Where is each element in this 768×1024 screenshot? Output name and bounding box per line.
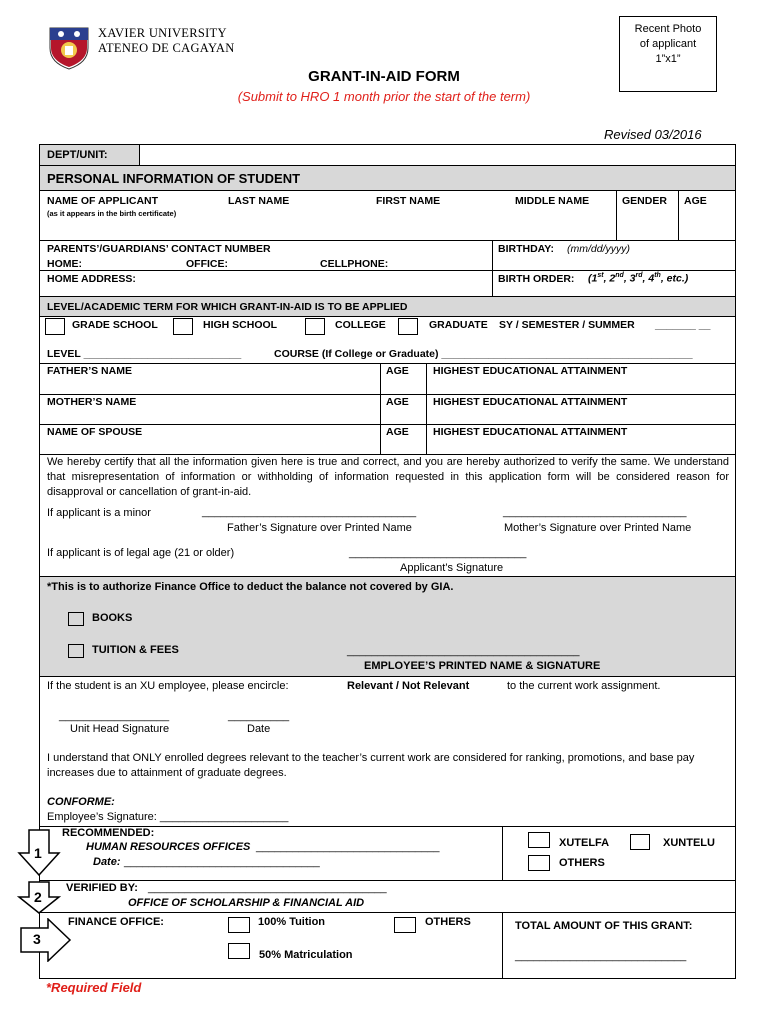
mother-age-label: AGE xyxy=(386,396,409,408)
employee-signature-label: EMPLOYEE’S PRINTED NAME & SIGNATURE xyxy=(364,660,601,672)
name-note: (as it appears in the birth certificate) xyxy=(47,209,177,218)
applicant-signature-line[interactable]: _____________________________ xyxy=(349,547,527,559)
home-address-label: HOME ADDRESS: xyxy=(47,273,136,285)
photo-line2: of applicant xyxy=(639,38,697,50)
college-label: COLLEGE xyxy=(335,319,386,331)
graduate-label: GRADUATE xyxy=(429,319,488,331)
employee-signature-field[interactable]: Employee’s Signature: _____________________ xyxy=(47,811,289,823)
others-label-finance: OTHERS xyxy=(425,916,471,928)
xutelfa-label: XUTELFA xyxy=(559,837,610,849)
unit-head-date-line[interactable]: __________ xyxy=(228,710,290,722)
hro-signature-line[interactable]: ______________________________ xyxy=(256,841,440,853)
photo-line1: Recent Photo xyxy=(634,23,702,35)
dept-field[interactable] xyxy=(141,146,733,164)
cellphone-label: CELLPHONE: xyxy=(320,258,389,270)
table-border-top xyxy=(39,144,736,145)
others-checkbox-finance[interactable] xyxy=(394,917,416,933)
level-section-title: LEVEL/ACADEMIC TERM FOR WHICH GRANT-IN-AID IS TO BE APPLIED xyxy=(47,301,408,313)
spouse-name-label: NAME OF SPOUSE xyxy=(47,426,143,438)
form-title: GRANT-IN-AID FORM xyxy=(308,68,460,85)
grade-school-label: GRADE SCHOOL xyxy=(72,319,158,331)
finance-auth-text: *This is to authorize Finance Office to deduct the balance not covered by GIA. xyxy=(47,581,454,593)
full-tuition-checkbox[interactable] xyxy=(228,917,250,933)
minor-label: If applicant is a minor xyxy=(47,507,151,519)
applicant-name-field[interactable] xyxy=(41,218,615,238)
term-blank[interactable]: _______ __ xyxy=(655,319,711,331)
unit-head-signature-label: Unit Head Signature xyxy=(70,723,170,735)
relevance-options[interactable]: Relevant / Not Relevant xyxy=(347,680,470,692)
personal-section-title: PERSONAL INFORMATION OF STUDENT xyxy=(47,171,301,186)
level-field[interactable]: LEVEL ___________________________ xyxy=(47,348,242,360)
table-border-bottom xyxy=(39,978,736,979)
father-age-label: AGE xyxy=(386,365,409,377)
mother-name-label: MOTHER’S NAME xyxy=(47,396,137,408)
total-amount-line[interactable]: ____________________________ xyxy=(515,950,687,962)
gender-label: GENDER xyxy=(622,195,667,207)
recommended-date-label: Date: xyxy=(93,856,121,868)
birthday-label: BIRTHDAY: xyxy=(498,243,555,255)
birth-order-format: (1st, 2nd, 3rd, 4th, etc.) xyxy=(588,272,689,285)
university-logo xyxy=(48,26,90,70)
birthday-format: (mm/dd/yyyy) xyxy=(567,243,630,255)
step-1-number: 1 xyxy=(34,845,42,861)
father-education-label: HIGHEST EDUCATIONAL ATTAINMENT xyxy=(433,365,628,377)
step-3-number: 3 xyxy=(33,931,41,947)
father-name-label: FATHER’S NAME xyxy=(47,365,132,377)
unit-head-date-label: Date xyxy=(247,723,271,735)
contact-label: PARENTS’/GUARDIANS’ CONTACT NUMBER xyxy=(47,243,271,255)
step-2-number: 2 xyxy=(34,889,42,905)
certification-text: We hereby certify that all the information given here is true and correct, and you are hereby authorized to verify the same. We understand that misrepresentation of information or withholding of information requested in this application form will be considered reason for disapproval or cancellation of grant-in-aid. xyxy=(47,456,729,498)
high-school-label: HIGH SCHOOL xyxy=(203,319,278,331)
office-label: OFFICE: xyxy=(186,258,228,270)
university-name-line2: ATENEO DE CAGAYAN xyxy=(98,41,235,55)
recommended-label: RECOMMENDED: xyxy=(62,827,155,839)
first-name-label: FIRST NAME xyxy=(376,195,441,207)
legal-age-label: If applicant is of legal age (21 or older) xyxy=(47,547,235,559)
father-signature-line[interactable]: ___________________________________ xyxy=(202,506,417,518)
half-matriculation-checkbox[interactable] xyxy=(228,943,250,959)
xutelfa-checkbox[interactable] xyxy=(528,832,550,848)
books-checkbox[interactable] xyxy=(68,612,84,626)
hro-label: HUMAN RESOURCES OFFICES xyxy=(86,841,251,853)
books-label: BOOKS xyxy=(92,612,133,624)
revised-date: Revised 03/2016 xyxy=(604,127,702,142)
dept-label: DEPT/UNIT: xyxy=(47,149,108,161)
xuntelu-checkbox[interactable] xyxy=(630,834,650,850)
name-of-applicant-label: NAME OF APPLICANT xyxy=(47,195,159,207)
scholarship-office-label: OFFICE OF SCHOLARSHIP & FINANCIAL AID xyxy=(128,897,365,909)
college-checkbox[interactable] xyxy=(305,318,325,335)
last-name-label: LAST NAME xyxy=(228,195,290,207)
xuntelu-label: XUNTELU xyxy=(663,837,715,849)
total-amount-label: TOTAL AMOUNT OF THIS GRANT: xyxy=(515,920,693,932)
spouse-education-label: HIGHEST EDUCATIONAL ATTAINMENT xyxy=(433,426,628,438)
photo-line3: 1”x1” xyxy=(655,53,681,65)
required-field-note: *Required Field xyxy=(46,980,142,995)
finance-office-label: FINANCE OFFICE: xyxy=(68,916,164,928)
term-label: SY / SEMESTER / SUMMER xyxy=(499,319,635,331)
mother-education-label: HIGHEST EDUCATIONAL ATTAINMENT xyxy=(433,396,628,408)
spouse-age-label: AGE xyxy=(386,426,409,438)
grade-school-checkbox[interactable] xyxy=(45,318,65,335)
tuition-fees-label: TUITION & FEES xyxy=(92,644,179,656)
others-checkbox-recommended[interactable] xyxy=(528,855,550,871)
high-school-checkbox[interactable] xyxy=(173,318,193,335)
full-tuition-label: 100% Tuition xyxy=(258,916,326,928)
step-3-arrow xyxy=(20,918,72,962)
home-label: HOME: xyxy=(47,258,82,270)
birth-order-label: BIRTH ORDER: xyxy=(498,273,575,285)
university-name-line1: XAVIER UNIVERSITY xyxy=(98,26,227,40)
middle-name-label: MIDDLE NAME xyxy=(515,195,590,207)
graduate-checkbox[interactable] xyxy=(398,318,418,335)
mother-signature-line[interactable]: ______________________________ xyxy=(503,506,687,518)
verified-label: VERIFIED BY: xyxy=(66,882,138,894)
employee-signature-line[interactable]: ______________________________________ xyxy=(347,645,580,657)
applicant-signature-label: Applicant’s Signature xyxy=(400,562,504,574)
tuition-fees-checkbox[interactable] xyxy=(68,644,84,658)
mother-signature-label: Mother’s Signature over Printed Name xyxy=(504,522,692,534)
course-field[interactable]: COURSE (If College or Graduate) ___________________________________________ xyxy=(274,348,693,360)
conforme-label: CONFORME: xyxy=(47,796,115,808)
age-label: AGE xyxy=(684,195,707,207)
unit-head-signature-line[interactable]: __________________ xyxy=(59,710,170,722)
verified-signature-line[interactable]: _______________________________________ xyxy=(148,882,387,894)
relevance-suffix: to the current work assignment. xyxy=(507,680,661,692)
xu-employee-question: If the student is an XU employee, please encircle: xyxy=(47,680,289,692)
relevance-note: I understand that ONLY enrolled degrees relevant to the teacher’s current work are considered for ranking, promotions, and base pay increases due to attainment of graduate degrees. xyxy=(47,752,695,779)
father-signature-label: Father’s Signature over Printed Name xyxy=(227,522,412,534)
form-subtitle: (Submit to HRO 1 month prior the start of the term) xyxy=(237,89,531,104)
recommended-date-line[interactable]: ________________________________ xyxy=(124,856,320,868)
others-label-recommended: OTHERS xyxy=(559,857,605,869)
half-matriculation-label: 50% Matriculation xyxy=(259,949,353,961)
